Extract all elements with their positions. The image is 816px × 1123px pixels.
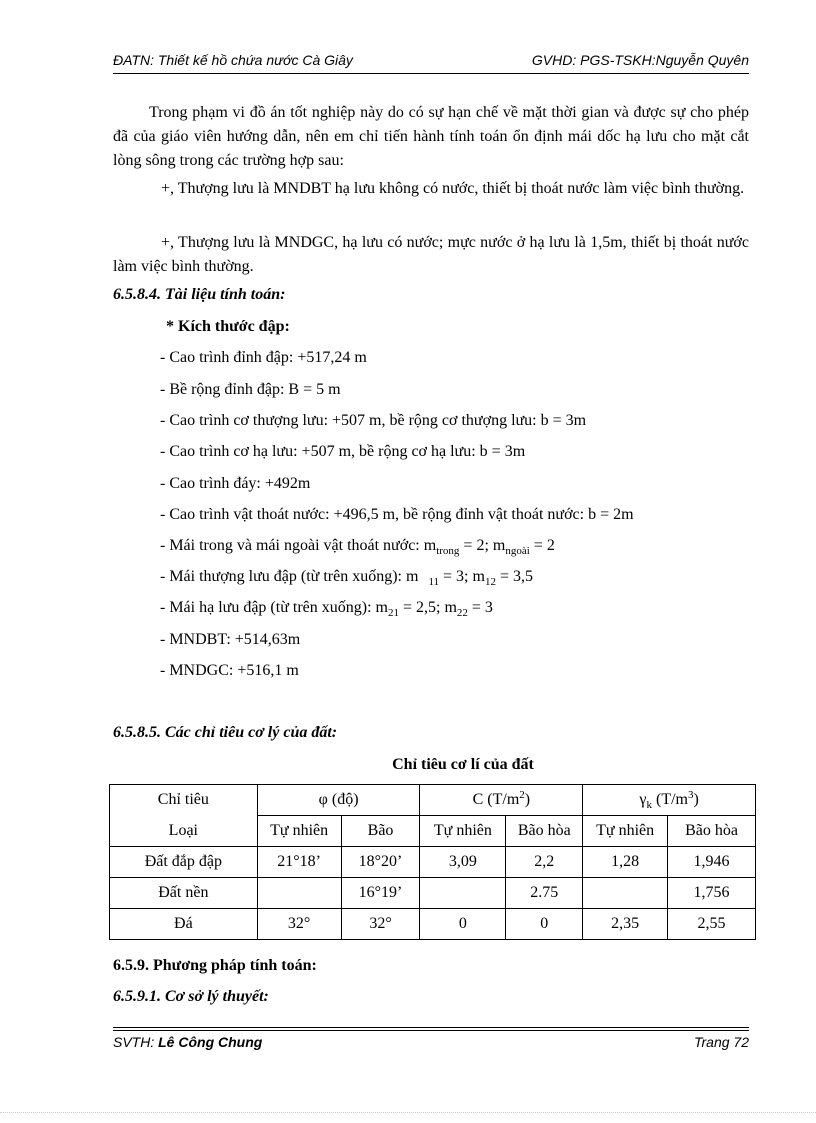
header-cell: φ (độ): [257, 785, 420, 816]
table-cell: 32°: [257, 909, 341, 940]
item-bottom-elevation: - Cao trình đáy: +492m: [160, 475, 311, 492]
item-crest-width: - Bề rộng đỉnh đập: B = 5 m: [160, 381, 341, 398]
table-subheader-row: [110, 816, 756, 847]
table-header-row: [110, 785, 756, 816]
table-row: [110, 909, 756, 940]
table-cell: [257, 878, 341, 909]
table-cell: 16°19’: [341, 878, 420, 909]
table-cell: 1,756: [668, 878, 756, 909]
footer-left: SVTH: Lê Công Chung: [113, 1034, 263, 1050]
case-1: +, Thượng lưu là MNDBT hạ lưu không có nước, thiết bị thoát nước làm việc bình thường.: [161, 180, 745, 197]
table-cell: 1,946: [668, 847, 756, 878]
section-6585-heading: 6.5.8.5. Các chỉ tiêu cơ lý của đất:: [113, 724, 338, 741]
intro-paragraph: Trong phạm vi đồ án tốt nghiệp này do có sự hạn chế về mặt thời gian và được sự cho phép đã của giáo viên hướng dẫn, nên em chỉ tiến hành tính toán ổn định mái dốc hạ lưu cho mặt cắt lòng sông trong các trường hợp sau:: [113, 104, 749, 169]
table-cell: 2,55: [668, 909, 756, 940]
header-cell: Tự nhiên: [420, 816, 506, 847]
table-cell: Đất đắp đập: [110, 847, 258, 878]
header-cell: Bão hòa: [506, 816, 583, 847]
table-cell: 32°: [341, 909, 420, 940]
table-cell: 18°20’: [341, 847, 420, 878]
soil-properties-table: [109, 784, 756, 940]
item-upstream-slopes: - Mái thượng lưu đập (từ trên xuống): m $_{11}$ = 3; $m_{12} = 3,5$: [160, 568, 533, 588]
header-cell: Chỉ tiêu: [110, 785, 258, 816]
section-6584-heading: 6.5.8.4. Tài liệu tính toán:: [113, 286, 286, 303]
table-cell: 2,35: [583, 909, 668, 940]
table-cell: Đá: [110, 909, 258, 940]
table-cell: [420, 878, 506, 909]
item-upstream-berm: - Cao trình cơ thượng lưu: +507 m, bề rộng cơ thượng lưu: b = 3m: [160, 412, 587, 429]
header-cell: C $(T/m^2)$: [420, 785, 583, 816]
footer-rule: [113, 1030, 749, 1031]
case-2: +, Thượng lưu là MNDGC, hạ lưu có nước; mực nước ở hạ lưu là 1,5m, thiết bị thoát nước làm việc bình thường.: [113, 234, 749, 275]
item-crest-elevation: - Cao trình đỉnh đập: +517,24 m: [160, 349, 367, 366]
table-cell: 3,09: [420, 847, 506, 878]
footer-rule: [113, 1027, 749, 1028]
page-number: Trang 72: [694, 1034, 749, 1050]
table-cell: [583, 878, 668, 909]
table-cell: 2.75: [506, 878, 583, 909]
header-rule: [113, 73, 749, 74]
item-mndgc: - MNDGC: +516,1 m: [160, 662, 299, 679]
table-caption: Chỉ tiêu cơ lí của đất: [392, 756, 534, 773]
header-left: ĐATN: Thiết kế hồ chứa nước Cà Giây: [113, 52, 353, 68]
header-cell: Bão hòa: [668, 816, 756, 847]
page-edge: [0, 1112, 816, 1113]
author-name: Lê Công Chung: [158, 1034, 263, 1050]
table-cell: 1,28: [583, 847, 668, 878]
item-mndbt: - MNDBT: +514,63m: [160, 631, 301, 648]
header-cell: Tự nhiên: [257, 816, 341, 847]
section-6591-heading: 6.5.9.1. Cơ sở lý thuyết:: [113, 988, 269, 1005]
dimensions-title: * Kích thước đập:: [166, 318, 290, 335]
table-row: [110, 878, 756, 909]
table-cell: 0: [506, 909, 583, 940]
item-downstream-berm: - Cao trình cơ hạ lưu: +507 m, bề rộng cơ hạ lưu: b = 3m: [160, 443, 526, 460]
table-cell: 21°18’: [257, 847, 341, 878]
header-cell: Tự nhiên: [583, 816, 668, 847]
table-cell: 0: [420, 909, 506, 940]
header-right: GVHD: PGS-TSKH:Nguyễn Quyên: [531, 52, 749, 68]
table-row: [110, 847, 756, 878]
table-cell: 2,2: [506, 847, 583, 878]
section-659-heading: 6.5.9. Phương pháp tính toán:: [113, 957, 317, 974]
item-drain-elevation: - Cao trình vật thoát nước: +496,5 m, bề rộng đỉnh vật thoát nước: b = 2m: [160, 506, 634, 523]
item-drain-slopes: - Mái trong và mái ngoài vật thoát nước: $m_{trong} = 2$; $m_{ngoài} = 2$: [160, 537, 555, 557]
table-cell: Đất nền: [110, 878, 258, 909]
header-cell: Bão: [341, 816, 420, 847]
header-cell: Loại: [110, 816, 258, 847]
page-footer: [113, 1034, 749, 1054]
header-cell: $\gamma_k$ $(T/m^3)$: [583, 785, 756, 816]
item-downstream-slopes: - Mái hạ lưu đập (từ trên xuống): $m_{21} = 2,5$; $m_{22} = 3$: [160, 599, 493, 619]
page-header: [113, 52, 749, 72]
